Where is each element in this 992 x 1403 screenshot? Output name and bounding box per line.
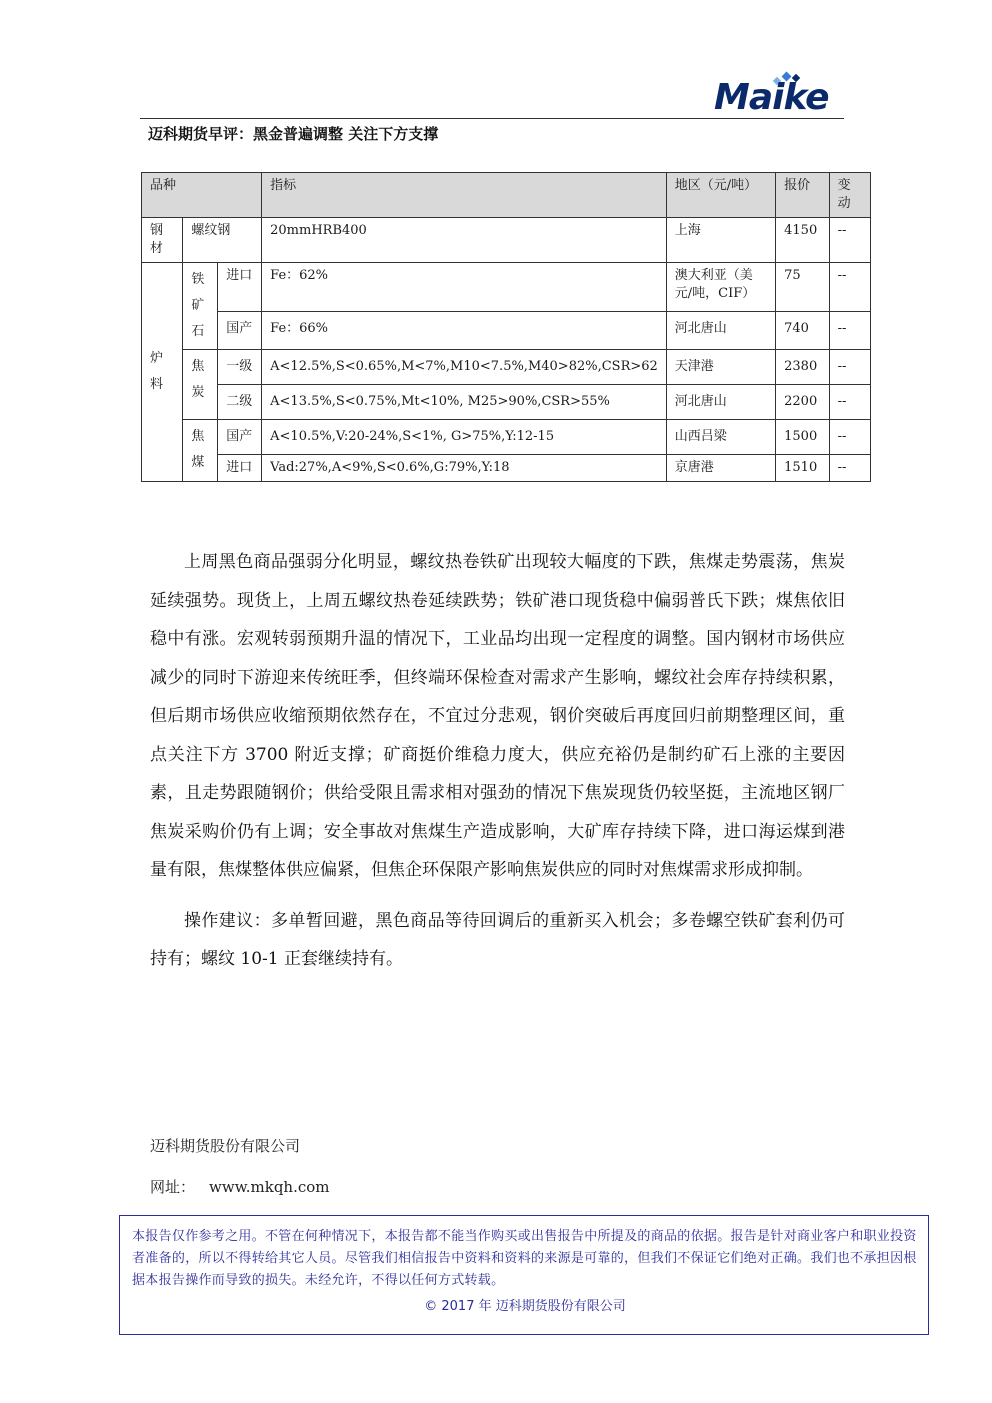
logo-wordmark: Maike (714, 77, 829, 118)
cell-coke-label: 焦炭 (183, 350, 218, 420)
header-rule (140, 118, 844, 119)
cell-type: 一级 (218, 350, 262, 385)
report-title: 迈科期货早评：黑金普遍调整 关注下方支撑 (148, 125, 439, 143)
website-label: 网址： (150, 1178, 196, 1196)
table-header-row (142, 173, 871, 218)
cell-change: -- (829, 218, 870, 263)
cell-category: 钢材 (142, 218, 183, 263)
disclaimer-text: 本报告仅作参考之用。不管在何种情况下，本报告都不能当作购买或出售报告中所提及的商品的依据。报告是针对商业客户和职业投资者准备的，所以不得转给其它人员。尽管我们相信报告中资料和资料的来源是可靠的，但我们不保证它们绝对正确。我们也不承担因根据本报告操作而导致的损失。未经允许，不得以任何方式转载。 (132, 1229, 917, 1288)
header-index: 指标 (262, 173, 667, 218)
market-review-paragraph: 上周黑色商品强弱分化明显，螺纹热卷铁矿出现较大幅度的下跌，焦煤走势震荡，焦炭延续强势。现货上，上周五螺纹热卷延续跌势；铁矿港口现货稳中偏弱普氏下跌；煤焦依旧稳中有涨。宏观转弱预期升温的情况下，工业品均出现一定程度的调整。国内钢材市场供应减少的同时下游迎来传统旺季，但终端环保检查对需求产生影响，螺纹社会库存持续积累，但后期市场供应收缩预期依然存在，不宜过分悲观，钢价突破后再度回归前期整理区间，重点关注下方 3700 附近支撑；矿商挺价维稳力度大，供应充裕仍是制约矿石上涨的主要因素，且走势跟随钢价；供给受限且需求相对强劲的情况下焦炭现货仍较坚挺，主流地区钢厂焦炭采购价仍有上调；安全事故对焦煤生产造成影响，大矿库存持续下降，进口海运煤到港量有限，焦煤整体供应偏紧，但焦企环保限产影响焦炭供应的同时对焦煤需求形成抑制。 (150, 552, 845, 880)
cell-region: 澳大利亚（美元/吨，CIF） (666, 263, 775, 312)
table-row-coke-grade1 (142, 350, 871, 385)
price-table (141, 172, 871, 482)
cell-region: 山西吕梁 (666, 420, 775, 455)
cell-index: A<10.5%,V:20-24%,S<1%, G>75%,Y:12-15 (262, 420, 667, 455)
website-link[interactable]: www.mkqh.com (209, 1178, 330, 1196)
cell-coking-coal-label: 焦煤 (183, 420, 218, 482)
website-line (150, 1176, 330, 1198)
table-row-coking-coal-domestic (142, 420, 871, 455)
cell-index: A<13.5%,S<0.75%,Mt<10%, M25>90%,CSR>55% (262, 385, 667, 420)
company-name: 迈科期货股份有限公司 (150, 1137, 301, 1155)
cell-furnace-label: 炉料 (142, 263, 183, 482)
cell-price: 2380 (776, 350, 829, 385)
table-row-coke-grade2 (142, 385, 871, 420)
cell-index: Fe：66% (262, 311, 667, 349)
table-row-iron-ore-domestic (142, 311, 871, 349)
table-row-iron-ore-import (142, 263, 871, 312)
report-body (150, 543, 845, 979)
copyright-notice: © 2017 年 迈科期货股份有限公司 (424, 1299, 626, 1314)
cell-type: 二级 (218, 385, 262, 420)
cell-change: -- (829, 385, 870, 420)
trading-advice-paragraph: 操作建议：多单暂回避，黑色商品等待回调后的重新买入机会；多卷螺空铁矿套利仍可持有；螺纹 10-1 正套继续持有。 (150, 910, 845, 969)
cell-type: 进口 (218, 455, 262, 482)
cell-region: 上海 (666, 218, 775, 263)
cell-region: 河北唐山 (666, 311, 775, 349)
cell-type: 进口 (218, 263, 262, 312)
cell-region: 河北唐山 (666, 385, 775, 420)
cell-price: 4150 (776, 218, 829, 263)
maike-logo (714, 70, 844, 118)
cell-change: -- (829, 350, 870, 385)
cell-change: -- (829, 420, 870, 455)
cell-price: 2200 (776, 385, 829, 420)
cell-change: -- (829, 311, 870, 349)
cell-price: 1510 (776, 455, 829, 482)
header-variety: 品种 (142, 173, 262, 218)
header-change: 变动 (829, 173, 870, 218)
cell-region: 天津港 (666, 350, 775, 385)
header-price: 报价 (776, 173, 829, 218)
cell-price: 740 (776, 311, 829, 349)
cell-product: 螺纹钢 (183, 218, 262, 263)
cell-price: 75 (776, 263, 829, 312)
header-region: 地区（元/吨） (666, 173, 775, 218)
cell-change: -- (829, 263, 870, 312)
cell-region: 京唐港 (666, 455, 775, 482)
disclaimer-box (119, 1215, 929, 1335)
table-row-steel (142, 218, 871, 263)
cell-index: Vad:27%,A<9%,S<0.6%,G:79%,Y:18 (262, 455, 667, 482)
cell-iron-ore-label: 铁矿石 (183, 263, 218, 350)
cell-index: 20mmHRB400 (262, 218, 667, 263)
cell-type: 国产 (218, 420, 262, 455)
cell-index: Fe：62% (262, 263, 667, 312)
cell-index: A<12.5%,S<0.65%,M<7%,M10<7.5%,M40>82%,CSR>62 (262, 350, 667, 385)
cell-price: 1500 (776, 420, 829, 455)
cell-change: -- (829, 455, 870, 482)
cell-type: 国产 (218, 311, 262, 349)
table-row-coking-coal-import (142, 455, 871, 482)
